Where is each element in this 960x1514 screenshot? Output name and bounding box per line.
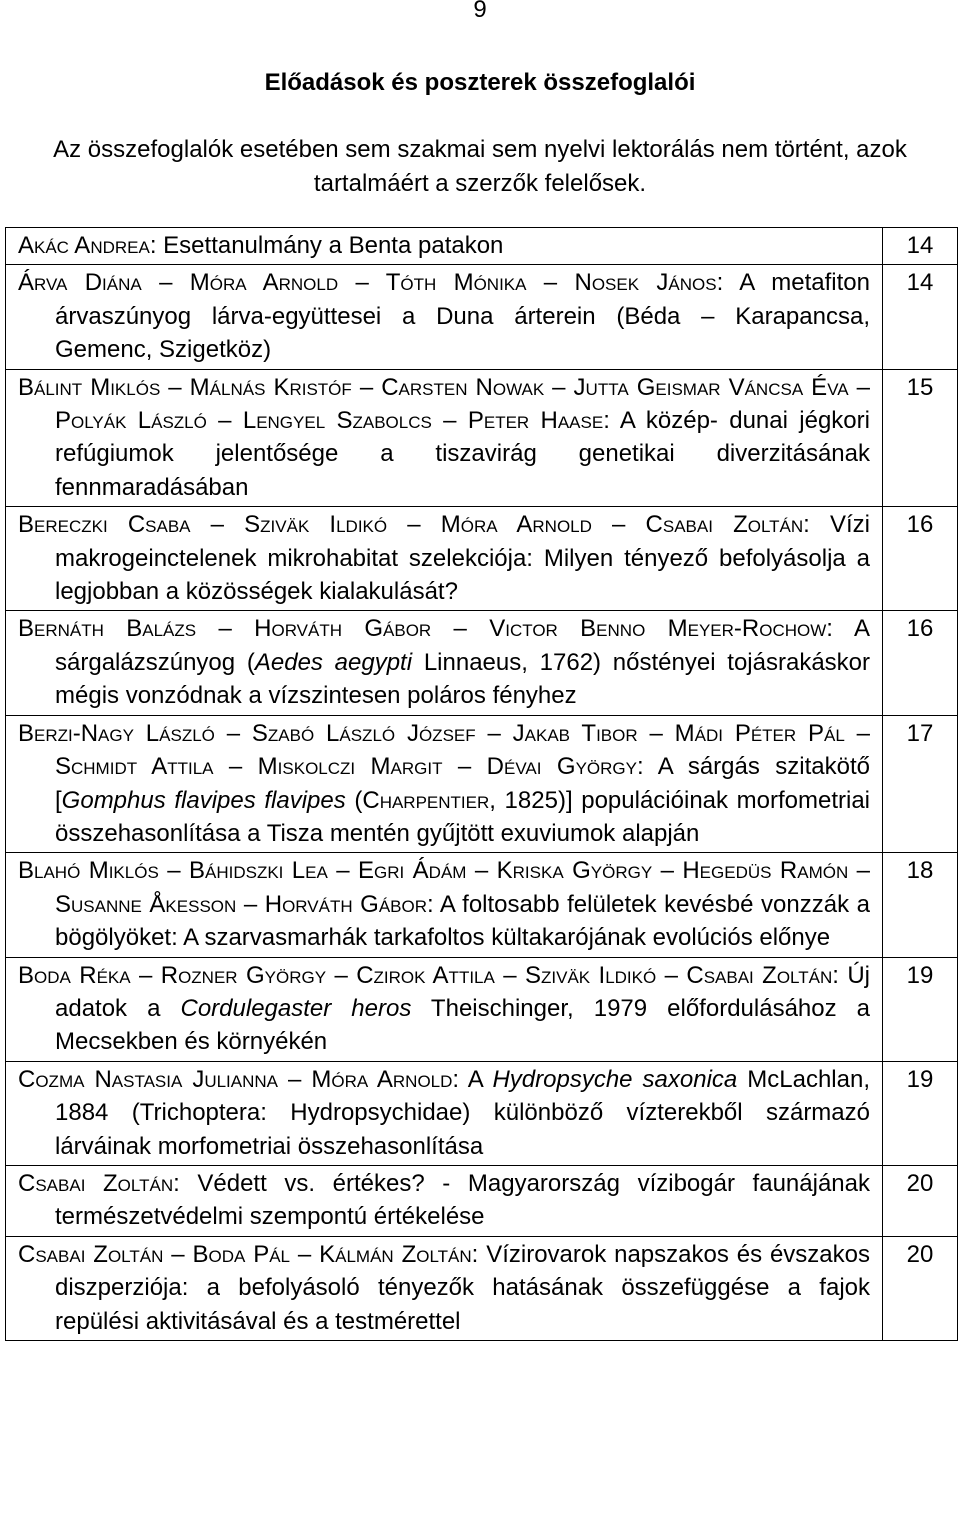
abstract-entry[interactable] (18, 229, 870, 262)
page-ref: 16 (883, 611, 958, 715)
authors: Akác Andrea: (18, 232, 157, 259)
authors: Árva Diána – Móra Arnold – Tóth Mónika – Nosek János: (18, 269, 724, 297)
table-row (6, 715, 958, 853)
abstract-entry[interactable] (18, 1063, 870, 1163)
abstract-title: Esettanulmány a Benta patakon (156, 232, 504, 259)
authors: Cozma Nastasia Julianna – Móra Arnold: (18, 1065, 460, 1093)
abstract-title: A (459, 1065, 493, 1093)
page-ref: 17 (883, 715, 958, 853)
page-ref: 19 (883, 957, 958, 1061)
abstract-title: McLachlan, 1884 (Trichoptera: Hydropsychidae) különböző vízterekből származó lárváinak morfometriai összehasonlítása (55, 1065, 870, 1160)
contents-table (5, 227, 958, 1341)
table-row (6, 507, 958, 611)
table-row (6, 611, 958, 715)
abstract-title: A foltosabb felületek kevésbé vonzzák a bögölyöket: A szarvasmarhák tarkafoltos kültakarójának evolúciós előnye (55, 890, 870, 952)
page-ref: 16 (883, 507, 958, 611)
abstract-entry[interactable] (18, 959, 870, 1059)
page-ref: 15 (883, 369, 958, 507)
page-ref: 18 (883, 853, 958, 957)
abstract-title: Védett vs. értékes? - Magyarország vízibogár faunájának természetvédelmi szempontú értékelése (55, 1169, 870, 1231)
author-citation: Charpentier (362, 786, 490, 814)
authors: Csabai Zoltán – Boda Pál – Kálmán Zoltán: (18, 1240, 479, 1268)
abstract-entry[interactable] (18, 854, 870, 954)
page-ref: 19 (883, 1061, 958, 1165)
authors: Berzi-Nagy László – Szabó László József – Jakab Tibor – Mádi Péter Pál – Schmidt Attila – Miskolczi Margit – Dévai György: (18, 719, 870, 781)
abstract-entry[interactable] (18, 1167, 870, 1234)
abstract-title: A metafiton árvaszúnyog lárva-együttesei a Duna árterein (Béda – Karapancsa, Gemenc, Szigetköz) (55, 269, 870, 364)
abstract-title: A sárgás szitakötő [ (55, 753, 870, 814)
abstract-title: ( (345, 786, 363, 814)
abstract-title: Vízi makrogeinctelenek mikrohabitat szelekciója: Milyen tényező befolyásolja a legjobban a közösségek kialakulását? (55, 511, 870, 606)
authors: Bereczki Csaba – Sziväk Ildikó – Móra Arnold – Csabai Zoltán: (18, 511, 810, 539)
authors: Bálint Miklós – Málnás Kristóf – Carsten Nowak – Jutta Geismar Váncsa Éva – Polyák László – Lengyel Szabolcs – Peter Haase: (18, 373, 870, 435)
abstract-title: Új adatok a (55, 961, 870, 1022)
species-name: Gomphus flavipes flavipes (61, 786, 346, 814)
abstract-entry[interactable] (18, 717, 870, 851)
abstract-title: , 1825)] populációinak morfometriai összehasonlítása a Tisza mentén gyűjtött exuviumok alapján (55, 786, 870, 847)
abstract-entry[interactable] (18, 508, 870, 608)
page-ref: 20 (883, 1236, 958, 1340)
abstract-title: Linnaeus, 1762) nőstényei tojásrakáskor mégis vonzódnak a vízszintesen poláros fényhez (55, 648, 871, 710)
abstract-entry[interactable] (18, 371, 870, 505)
page-title: Előadások és poszterek összefoglalói (264, 69, 696, 96)
abstract-title: Theischinger, 1979 előfordulásához a Mecsekben és környékén (55, 994, 870, 1056)
authors: Csabai Zoltán: (18, 1169, 180, 1197)
page-ref: 14 (883, 265, 958, 369)
table-row (6, 957, 958, 1061)
table-row (6, 265, 958, 369)
species-name: Hydropsyche saxonica (492, 1065, 738, 1093)
table-row (6, 1061, 958, 1165)
page-ref: 14 (883, 228, 958, 265)
abstract-entry[interactable] (18, 612, 870, 712)
table-row (6, 1236, 958, 1340)
authors: Bernáth Balázs – Horváth Gábor – Victor Benno Meyer-Rochow: (18, 615, 833, 643)
page-ref: 20 (883, 1165, 958, 1236)
abstract-entry[interactable] (18, 1238, 870, 1338)
disclaimer-note: Az összefoglalók esetében sem szakmai sem nyelvi lektorálás nem történt, azok tartalmáért a szerzők felelősek. (53, 136, 907, 197)
authors: Boda Réka – Rozner György – Czirok Attila – Sziväk Ildikó – Csabai Zoltán: (18, 961, 839, 989)
table-row (6, 369, 958, 507)
abstract-title: Vízirovarok napszakos és évszakos diszperziója: a befolyásoló tényezők hatásának összefüggése a fajok repülési aktivitásával és a testmérettel (55, 1240, 870, 1335)
abstract-entry[interactable] (18, 266, 870, 366)
table-row (6, 853, 958, 957)
species-name: Aedes aegypti (254, 648, 413, 676)
abstract-title: A sárgalázszúnyog ( (55, 615, 870, 676)
species-name: Cordulegaster heros (180, 994, 412, 1022)
page-number: 9 (473, 0, 487, 23)
abstract-title: A közép- dunai jégkori refúgiumok jelentősége a tiszavirág genetikai diverzitásának fennmaradásában (55, 407, 870, 501)
table-row (6, 1165, 958, 1236)
table-row (6, 228, 958, 265)
authors: Blahó Miklós – Báhidszki Lea – Egri Ádám – Kriska György – Hegedüs Ramón – Susanne Åkesson – Horváth Gábor: (18, 857, 870, 918)
